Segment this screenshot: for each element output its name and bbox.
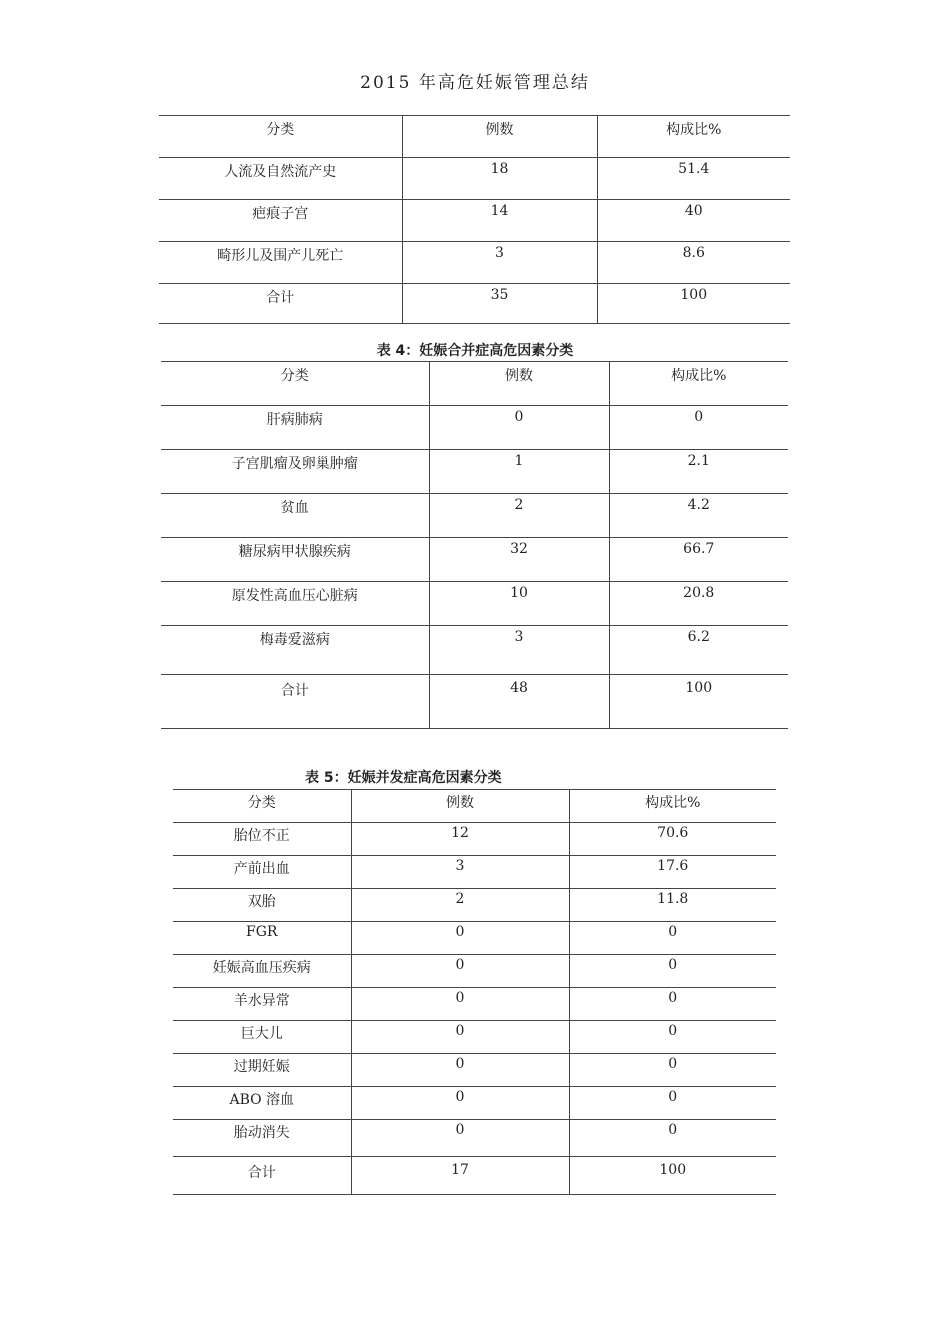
cell-category: 胎动消失: [173, 1120, 351, 1157]
cell-percent: 0: [569, 922, 776, 955]
column-header-category: 分类: [159, 116, 402, 158]
table-total-row: [159, 284, 790, 324]
cell-count: 3: [351, 856, 569, 889]
column-header-percent: 构成比%: [609, 362, 788, 406]
cell-count: 10: [429, 582, 609, 626]
cell-category: 妊娠高血压疾病: [173, 955, 351, 988]
cell-count: 0: [351, 988, 569, 1021]
table-row: [173, 1087, 776, 1120]
column-header-count: 例数: [402, 116, 597, 158]
cell-category: 双胎: [173, 889, 351, 922]
table-row: [161, 538, 788, 582]
column-header-count: 例数: [429, 362, 609, 406]
table-total-row: [161, 675, 788, 729]
cell-count: 0: [429, 406, 609, 450]
cell-category: 产前出血: [173, 856, 351, 889]
cell-count: 1: [429, 450, 609, 494]
cell-category: 羊水异常: [173, 988, 351, 1021]
table-complication: [173, 789, 776, 1195]
cell-percent: 100: [609, 675, 788, 729]
cell-count: 0: [351, 1021, 569, 1054]
column-header-count: 例数: [351, 790, 569, 823]
cell-count: 18: [402, 158, 597, 200]
cell-count: 0: [351, 1120, 569, 1157]
table-total-row: [173, 1157, 776, 1195]
column-header-category: 分类: [173, 790, 351, 823]
table-header-row: [161, 362, 788, 406]
table-header-row: [173, 790, 776, 823]
table-row: [161, 494, 788, 538]
cell-percent: 17.6: [569, 856, 776, 889]
table-row: [173, 1120, 776, 1157]
cell-category: ABO 溶血: [173, 1087, 351, 1120]
table-row: [159, 200, 790, 242]
cell-percent: 0: [569, 1087, 776, 1120]
table-comorbidity: [161, 361, 788, 729]
page-title: 2015 年高危妊娠管理总结: [360, 73, 590, 93]
cell-count: 17: [351, 1157, 569, 1195]
cell-count: 32: [429, 538, 609, 582]
cell-count: 0: [351, 922, 569, 955]
cell-percent: 100: [569, 1157, 776, 1195]
cell-percent: 11.8: [569, 889, 776, 922]
table-row: [173, 1021, 776, 1054]
cell-percent: 0: [569, 988, 776, 1021]
table-row: [173, 823, 776, 856]
cell-percent: 0: [569, 1054, 776, 1087]
cell-percent: 51.4: [597, 158, 790, 200]
cell-count: 2: [351, 889, 569, 922]
cell-percent: 100: [597, 284, 790, 324]
cell-percent: 0: [569, 1120, 776, 1157]
cell-category: 胎位不正: [173, 823, 351, 856]
cell-category: 肝病肺病: [161, 406, 429, 450]
cell-percent: 4.2: [609, 494, 788, 538]
cell-count: 0: [351, 1054, 569, 1087]
cell-category: FGR: [173, 922, 351, 955]
table-row: [173, 856, 776, 889]
cell-percent: 20.8: [609, 582, 788, 626]
cell-category: 疤痕子宫: [159, 200, 402, 242]
table-prior-history: [159, 115, 790, 324]
table-row: [161, 582, 788, 626]
table-row: [173, 1054, 776, 1087]
cell-count: 12: [351, 823, 569, 856]
table-row: [173, 889, 776, 922]
cell-category: 梅毒爱滋病: [161, 626, 429, 675]
column-header-percent: 构成比%: [569, 790, 776, 823]
cell-count: 3: [429, 626, 609, 675]
table-row: [161, 450, 788, 494]
table-4-caption: 表 4：妊娠合并症高危因素分类: [376, 343, 574, 359]
cell-count: 2: [429, 494, 609, 538]
cell-category: 子宫肌瘤及卵巢肿瘤: [161, 450, 429, 494]
table-row: [159, 158, 790, 200]
cell-category: 人流及自然流产史: [159, 158, 402, 200]
cell-percent: 66.7: [609, 538, 788, 582]
table-row: [173, 955, 776, 988]
cell-percent: 6.2: [609, 626, 788, 675]
table-5-caption: 表 5：妊娠并发症高危因素分类: [305, 770, 502, 786]
cell-count: 35: [402, 284, 597, 324]
cell-category: 畸形儿及围产儿死亡: [159, 242, 402, 284]
cell-category: 合计: [266, 290, 295, 306]
cell-count: 0: [351, 1087, 569, 1120]
cell-category: 合计: [280, 683, 309, 699]
cell-count: 0: [351, 955, 569, 988]
cell-count: 3: [402, 242, 597, 284]
cell-category: 过期妊娠: [173, 1054, 351, 1087]
cell-count: 48: [429, 675, 609, 729]
cell-percent: 40: [597, 200, 790, 242]
cell-category: 合计: [247, 1165, 276, 1181]
cell-percent: 0: [609, 406, 788, 450]
cell-percent: 2.1: [609, 450, 788, 494]
cell-category: 糖尿病甲状腺疾病: [161, 538, 429, 582]
table-row: [173, 988, 776, 1021]
table-row: [161, 406, 788, 450]
table-row: [159, 242, 790, 284]
column-header-category: 分类: [161, 362, 429, 406]
cell-category: 贫血: [161, 494, 429, 538]
cell-category: 原发性高血压心脏病: [161, 582, 429, 626]
cell-percent: 0: [569, 1021, 776, 1054]
table-header-row: [159, 116, 790, 158]
cell-percent: 70.6: [569, 823, 776, 856]
cell-percent: 8.6: [597, 242, 790, 284]
cell-count: 14: [402, 200, 597, 242]
cell-category: 巨大儿: [173, 1021, 351, 1054]
table-row: [173, 922, 776, 955]
cell-percent: 0: [569, 955, 776, 988]
column-header-percent: 构成比%: [597, 116, 790, 158]
table-row: [161, 626, 788, 675]
